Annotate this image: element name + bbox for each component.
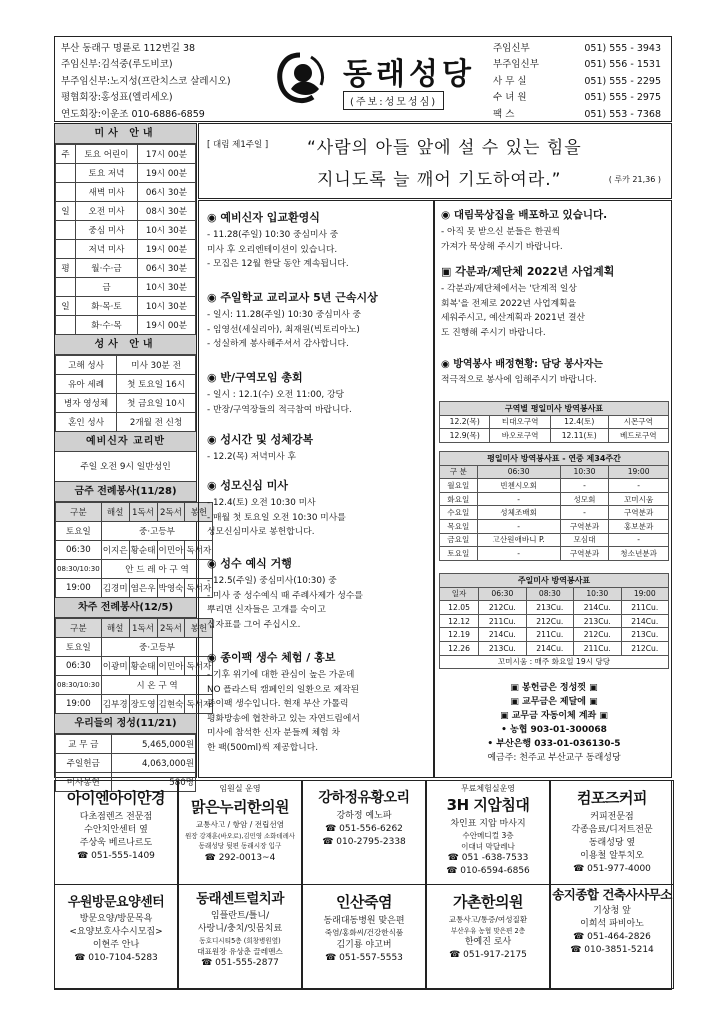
altar2-title: 차주 전례봉사(12/5) <box>55 598 196 618</box>
offering-table: 교 무 금 5,465,000원 주일헌금 4,063,000원 미사봉헌 580명 <box>55 734 196 792</box>
assistant-pastor: 부주임신부:노지성(프란치스코 살레시오) <box>61 75 231 87</box>
quarantine-weekday-area-table: 구역별 평일미사 방역봉사표 12.2(목) 티대오구역 12.4(토) 시몬구역 12.9(목) 바오로구역 12.11(토) 베드로구역 <box>439 401 669 443</box>
catechumen-title: 예비신자 교리반 <box>55 432 196 452</box>
quote-line-2: 지니도록 늘 깨어 기도하여라.” <box>317 170 562 190</box>
bulletin-header <box>54 36 672 122</box>
offering-title: 우리들의 정성(11/21) <box>55 714 196 734</box>
parish-logo-icon <box>273 49 327 109</box>
ad-card: 가촌한의원 교통사고/통증/여성질환 부산우유 농협 맞은편 2층 한예진 로사 ☎ 051-917-2175 <box>426 884 550 989</box>
right-column <box>434 200 672 778</box>
liturgical-week: [ 대림 제1주일 ] <box>207 140 269 150</box>
ad-card: 송지종합 건축사사무소 기상청 앞 이희석 파비아노 ☎ 051-464-2826 ☎ 010-3851-5214 <box>550 884 674 989</box>
notice-item: ◉ 방역봉사 배정현황: 담당 봉사자는 적극적으로 봉사에 임해주시기 바랍니다. <box>441 359 603 385</box>
advertisement-section <box>54 780 672 990</box>
notice-item: ◉ 반/구역모임 총회 - 일시 : 12.1(수) 오전 11:00, 강당 - 반장/구역장들의 적극참여 바랍니다. <box>207 371 352 415</box>
ad-card: 동래센트럴치과 임플란트/틀니/ 사랑니/충치/잇몸치료 동호디시티5층 (희창병원옆) 대표원장 유상춘 끌레멘스 ☎ 051-555-2877 <box>178 884 302 989</box>
altar1-title: 금주 전례봉사(11/28) <box>55 482 196 502</box>
quarantine-sunday-table: 주일미사 방역봉사표 일자 06:30 08:30 10:30 19:00 12.05 212Cu. 213Cu. 214Cu. 211Cu. 12.12 211Cu. 212Cu. 213Cu. 214Cu. 12.19 214Cu. 211Cu. 212Cu. 213Cu. 12.26 213Cu. 214Cu. 211Cu. 212Cu. 꼬미시움 : 매주 화요일 19시 당당 <box>439 573 669 669</box>
contact-row: 사 무 실 051) 555 - 2295 <box>493 75 661 87</box>
sacrament-table: 고해 성사 미사 30분 전 유아 세례 첫 토요일 16시 병자 영성체 첫 금요일 10시 혼인 성사 2개월 전 신청 <box>55 355 196 432</box>
gospel-quote-box <box>198 123 672 199</box>
parish-info <box>61 41 231 123</box>
notice-item: ◉ 성모신심 미사 - 12.4(토) 오전 10:30 미사 - 매월 첫 토요일 오전 10:30 미사를 성모신심미사로 봉헌합니다. <box>207 479 346 538</box>
ad-card: 강하정유황오리 강하정 예노파 ☎ 051-556-6262 ☎ 010-2795-2338 <box>302 780 426 885</box>
sacrament-title: 성사 안내 <box>55 335 196 355</box>
notice-item: ◉ 주일학교 교리교사 5년 근속시상 - 일시: 11.28(주일) 10:30 중심미사 중 - 임영선(세실리아), 최재원(빅토리아노) - 성실하게 봉사해주셔서 감사합니다. <box>207 291 378 350</box>
address: 부산 동래구 명륜로 112번길 38 <box>61 43 196 54</box>
ad-card: 무료체험실운영 3H 지압침대 차인표 지압 마사지 수안메디컬 3층 이대녀 막달레나 ☎ 051 -638-7533 ☎ 010-6594-6856 <box>426 780 550 885</box>
catechumen-text: 주일 오전 9시 일반성인 <box>55 452 196 482</box>
ad-card: 아이엔아이안경 다초점렌즈 전문점 수안치안센터 옆 주상욱 베르나르도 ☎ 051-555-1409 <box>54 780 178 885</box>
contact-row: 주임신부 051) 555 - 3943 <box>493 43 661 54</box>
council-president: 평협회장:홍성표(엘리세오) <box>61 92 173 104</box>
notice-item: ◉ 대림묵상집을 배포하고 있습니다. - 아직 못 받으신 분들은 한권씩 가져가 묵상해 주시기 바랍니다. <box>441 209 608 252</box>
notice-item: ◉ 종이팩 생수 체험 / 홍보 - 기후 위기에 대한 관심이 높은 가운데 NO 플라스틱 캠페인의 일환으로 제작된 종이팩 생수입니다. 현재 부산 가톨릭 평화방송에 협찬하고 있는 자연드림에서 미사에 참석한 신자 분들께 체험 차 한 팩(500ml)씩 제공합니다. <box>207 651 360 753</box>
altar2-table: 구분 해설 1독서 2독서 봉헌 토요일 중·고등부 06:30 이광미 황순태 이민아 독서자 08:30/10:30 시 온 구 역 19:00 김부경 장도영 김현숙 독서자 <box>55 618 213 714</box>
church-patron: (주보:성모성심) <box>343 91 444 110</box>
notice-item: ▣ 각분과/제단체 2022년 사업계획 - 각분과/제단체에서는 '단계적 일상 회복'을 전제로 2022년 사업계획을 세워주시고, 예산계획과 2021년 결산 도 진행해 주시기 바랍니다. <box>441 265 615 338</box>
quote-line-1: “사람의 아들 앞에 설 수 있는 힘을 <box>307 138 582 158</box>
pastor: 주임신부:김석중(루도비코) <box>61 59 173 71</box>
altar1-table: 구분 해설 1독서 2독서 봉헌 토요일 중·고등부 06:30 이지은 황순태 이민아 독서자 08:30/10:30 안 드 레 아 구 역 19:00 김경미 염은우 박영숙 독서자 <box>55 502 213 598</box>
left-column <box>54 123 212 788</box>
ad-card: 임원실 운영 맑은누리한의원 교통사고 / 항암 / 전립선염 원장 강재훈(바오로),김민영 소화데레사 동래성당 뒷편 동래시장 입구 ☎ 292-0013~4 <box>178 780 302 885</box>
quarantine-weekday-table: 평일미사 방역봉사표 - 연중 제34주간 구 분 06:30 10:30 19:00 월요일 빈첸시오회 - - 화요일 - 성모회 꼬미시움 수요일 성체조배회 - 구역분과 목요일 - 구역분과 홍보분과 금요일 고산원애바니 P. 모심대 - 토요일 - 구역분과 청소년분과 <box>439 451 669 561</box>
contact-row: 팩 스 051) 553 - 7368 <box>493 108 661 120</box>
choir-president: 연도회장:이운조 010-6886-6859 <box>61 108 205 120</box>
church-name: 동래성당 <box>343 57 475 92</box>
contact-row: 부주임신부 051) 556 - 1531 <box>493 59 661 71</box>
ad-card: 컴포즈커피 커피전문점 각종음료/디저트전문 동래성당 옆 이용철 알투치오 ☎ 051-977-4000 <box>550 780 674 885</box>
contact-list <box>493 41 661 123</box>
ad-card: 인산죽염 동래대동병원 맞은편 죽염/홍화씨/건강한식품 김기룡 야고버 ☎ 051-557-5553 <box>302 884 426 989</box>
notice-item: ◉ 성수 예식 거행 - 12.5(주일) 중심미사(10:30) 중 - 미사 중 성수예식 때 주례사제가 성수를 뿌리면 신자들은 고개를 숙이고 십자표를 그어 주십시오. <box>207 557 363 630</box>
bank-info: ▣ 봉헌금은 정성껏 ▣ ▣ 교무금은 제달에 ▣ ▣ 교무금 자동이체 계좌 ▣ • 농협 903-01-300068 • 부산은행 033-01-036130-5 예금주: 천주교 부산교구 동래성당 <box>487 683 621 763</box>
notice-item: ◉ 예비신자 입교환영식 - 11.28(주일) 10:30 중심미사 중 미사 후 오리엔테이션이 있습니다. - 모집은 12월 한달 동안 계속됩니다. <box>207 211 349 270</box>
mass-title: 미사 안내 <box>55 124 196 144</box>
notices-column <box>198 200 434 778</box>
ad-card: 우원방문요양센터 방문요양/방문목욕 <요양보호사수시모집> 이현주 안나 ☎ 010-7104-5283 <box>54 884 178 989</box>
mass-table: 주 토요 어린이 17시 00분 토요 저녁 19시 00분 새벽 미사 06시 30분 일 오전 미사 08시 30분 중심 미사 10시 30분 저녁 미사 19시 00분 평 월·수·금 06시 30분 금 10시 30분 일 화·목·토 10시 30분 화·수·목 19시 00분 <box>55 144 196 335</box>
quote-reference: ( 루카 21,36 ) <box>608 175 661 184</box>
notice-item: ◉ 성시간 및 성체강복 - 12.2(목) 저녁미사 후 <box>207 433 314 462</box>
contact-row: 수 녀 원 051) 555 - 2975 <box>493 92 661 104</box>
